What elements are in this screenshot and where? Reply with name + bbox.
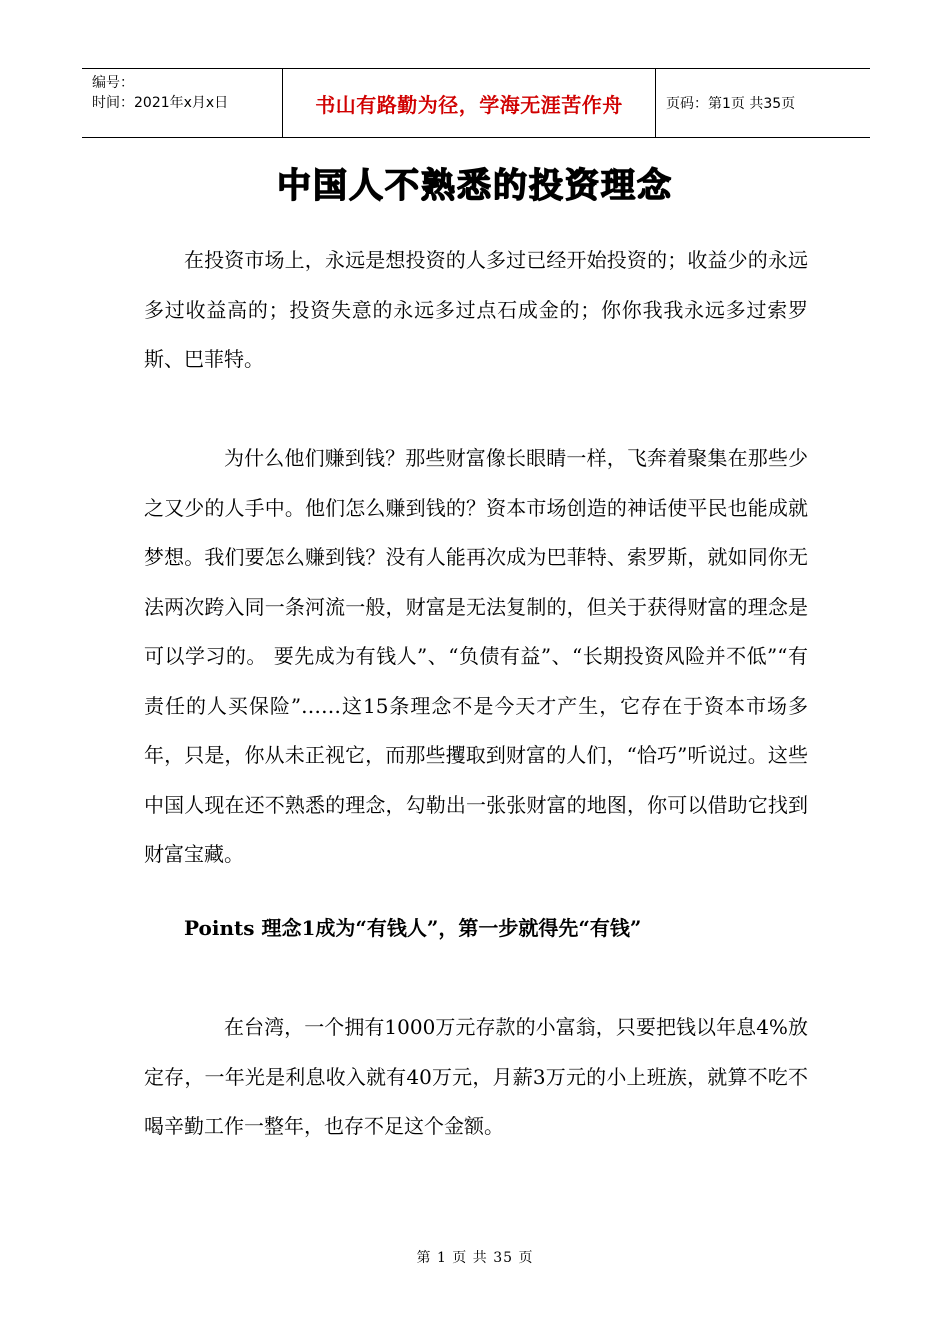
paragraph-intro: 在投资市场上，永远是想投资的人多过已经开始投资的；收益少的永远多过收益高的；投资失意的永远多过点石成金的；你你我我永远多过索罗斯、巴菲特。: [144, 248, 808, 371]
header-motto: 书山有路勤为径，学海无涯苦作舟: [282, 69, 656, 137]
paragraph-main: 为什么他们赚到钱？那些财富像长眼睛一样，飞奔着聚集在那些少之又少的人手中。他们怎么赚到钱的？资本市场创造的神话使平民也能成就梦想。我们要怎么赚到钱？没有人能再次成为巴菲特、索罗斯，就如同你无法两次跨入同一条河流一般，财富是无法复制的，但关于获得财富的理念是可以学习的。 要先成为有钱人”、“负债有益”、“长期投资风险并不低”“有责任的人买保险”……这15条理念不是今天才产生，它存在于资本市场多年，只是，你从未正视它，而那些攫取到财富的人们，“恰巧”听说过。这些中国人现在还不熟悉的理念，勾勒出一张张财富的地图，你可以借助它找到财富宝藏。: [144, 446, 808, 866]
paragraph-section-body: 在台湾，一个拥有1000万元存款的小富翁，只要把钱以年息4%放定存，一年光是利息收入就有40万元，月薪3万元的小上班族，就算不吃不喝辛勤工作一整年，也存不足这个金额。: [144, 1015, 808, 1138]
section-heading: Points 理念1成为“有钱人”，第一步就得先“有钱”: [184, 915, 642, 940]
page-footer: 第 1 页 共 35 页: [416, 1250, 534, 1266]
header-meta: [82, 69, 282, 137]
document-header: [82, 68, 870, 138]
header-page-info: 页码：第1页 共35页: [666, 96, 796, 112]
document-title: 中国人不熟悉的投资理念: [277, 166, 673, 206]
header-number-label: 编号：: [92, 75, 134, 91]
document-body: [144, 236, 808, 1152]
header-time-label: 时间：2021年x月x日: [92, 95, 229, 111]
